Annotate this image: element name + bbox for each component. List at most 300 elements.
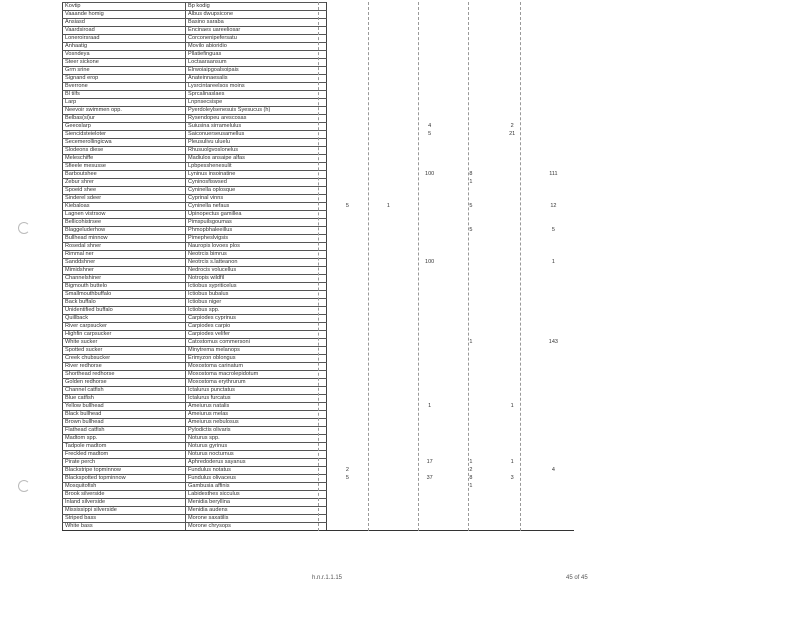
count-cell bbox=[533, 179, 574, 187]
count-cell bbox=[450, 99, 491, 107]
count-cell bbox=[327, 499, 368, 507]
count-cell bbox=[533, 419, 574, 427]
common-name-cell: Spoeid shee bbox=[63, 187, 186, 195]
count-cell bbox=[533, 291, 574, 299]
count-cell: 1 bbox=[551, 259, 555, 265]
count-cell bbox=[492, 355, 533, 363]
common-name-cell: Brook silverside bbox=[63, 491, 186, 499]
count-cell bbox=[327, 427, 368, 435]
count-cell bbox=[327, 11, 368, 19]
count-cell bbox=[450, 355, 491, 363]
common-name-cell: Brown bullhead bbox=[63, 419, 186, 427]
common-name-cell: Inland silverside bbox=[63, 499, 186, 507]
count-cell bbox=[327, 27, 368, 35]
common-name-cell: Vaardsiroad bbox=[63, 27, 186, 35]
count-cell bbox=[409, 347, 450, 355]
count-cell bbox=[368, 59, 409, 67]
count-cell bbox=[492, 339, 533, 347]
count-cell bbox=[450, 107, 491, 115]
count-cell bbox=[409, 83, 450, 91]
common-name-cell: Smallmouthbuffalo bbox=[63, 291, 186, 299]
count-cell bbox=[409, 427, 450, 435]
count-cell bbox=[533, 99, 574, 107]
common-name-cell: Belbas(si)ur bbox=[63, 115, 186, 123]
count-cell bbox=[368, 291, 409, 299]
common-name-cell: River redhorse bbox=[63, 363, 186, 371]
count-cell bbox=[368, 355, 409, 363]
count-cell bbox=[492, 235, 533, 243]
count-cell bbox=[450, 155, 491, 163]
scientific-name-cell: Encinaes uareeliosar bbox=[186, 27, 327, 35]
count-cell bbox=[533, 115, 574, 123]
column-guide-line bbox=[468, 2, 469, 531]
count-cell bbox=[327, 443, 368, 451]
count-cell bbox=[492, 331, 533, 339]
count-cell bbox=[450, 379, 491, 387]
count-cell bbox=[409, 275, 450, 283]
count-cell bbox=[492, 67, 533, 75]
count-cell bbox=[327, 51, 368, 59]
common-name-cell: Vaaande homig bbox=[63, 11, 186, 19]
count-cell bbox=[409, 219, 450, 227]
count-cell: 2 bbox=[469, 467, 473, 473]
count-cell bbox=[492, 387, 533, 395]
count-cell: 1 bbox=[469, 339, 473, 345]
count-cell bbox=[409, 227, 450, 235]
count-cell bbox=[409, 395, 450, 403]
common-name-cell: Sfieele mesusse bbox=[63, 163, 186, 171]
count-cell bbox=[409, 211, 450, 219]
count-cell: 143 bbox=[548, 339, 558, 345]
scientific-name-cell: Ictiobus spp. bbox=[186, 307, 327, 315]
count-cell bbox=[368, 3, 409, 11]
common-name-cell: Neevoir swimmen opp. bbox=[63, 107, 186, 115]
count-cell bbox=[368, 259, 409, 267]
count-cell bbox=[327, 459, 368, 467]
count-cell bbox=[533, 331, 574, 339]
count-cell bbox=[368, 139, 409, 147]
count-cell bbox=[368, 11, 409, 19]
common-name-cell: Blaggeluderhow bbox=[63, 227, 186, 235]
count-cell bbox=[450, 75, 491, 83]
count-cell: 5 bbox=[469, 203, 473, 209]
count-cell bbox=[450, 51, 491, 59]
count-cell bbox=[368, 275, 409, 283]
count-cell bbox=[533, 347, 574, 355]
scientific-name-cell: Bp kodig bbox=[186, 3, 327, 11]
count-cell bbox=[492, 443, 533, 451]
scientific-name-cell: Lysrcintareelsos moins bbox=[186, 83, 327, 91]
count-cell bbox=[327, 243, 368, 251]
count-cell bbox=[368, 195, 409, 203]
common-name-cell: Secemerollingicwa bbox=[63, 139, 186, 147]
common-name-cell: Slodeons diese bbox=[63, 147, 186, 155]
count-cell bbox=[368, 235, 409, 243]
count-cell bbox=[450, 307, 491, 315]
count-cell bbox=[450, 411, 491, 419]
column-guide-line bbox=[520, 2, 521, 531]
scientific-name-cell: Notropis wildfil bbox=[186, 275, 327, 283]
count-cell bbox=[409, 75, 450, 83]
scientific-name-cell: Madiulos ansaipe alfas bbox=[186, 155, 327, 163]
count-cell bbox=[368, 427, 409, 435]
count-cell bbox=[450, 427, 491, 435]
count-cell bbox=[492, 411, 533, 419]
count-cell bbox=[409, 11, 450, 19]
common-name-cell: Mimidshner bbox=[63, 267, 186, 275]
common-name-cell: Creek chubsucker bbox=[63, 355, 186, 363]
scientific-name-cell: Nedrocis volucellus bbox=[186, 267, 327, 275]
count-cell: 111 bbox=[549, 171, 558, 177]
scientific-name-cell: Albus dwupsicone bbox=[186, 11, 327, 19]
scientific-name-cell: Carpiodes velifer bbox=[186, 331, 327, 339]
count-cell: 1 bbox=[510, 459, 514, 465]
common-name-cell: Bigmouth buttelo bbox=[63, 283, 186, 291]
common-name-cell: Kiebaloas bbox=[63, 203, 186, 211]
scientific-name-cell: Ameiurus nebulosus bbox=[186, 419, 327, 427]
count-cell bbox=[368, 499, 409, 507]
count-cell bbox=[368, 75, 409, 83]
count-cell bbox=[492, 483, 533, 491]
count-cell bbox=[368, 43, 409, 51]
count-cell bbox=[409, 267, 450, 275]
count-cell bbox=[450, 243, 491, 251]
count-cell bbox=[492, 155, 533, 163]
count-cell bbox=[327, 139, 368, 147]
count-cell bbox=[492, 35, 533, 43]
common-name-cell: Kovtip bbox=[63, 3, 186, 11]
count-cell bbox=[492, 259, 533, 267]
count-cell: 5 bbox=[551, 227, 555, 233]
count-cell bbox=[450, 35, 491, 43]
count-cell bbox=[450, 123, 491, 131]
count-cell bbox=[327, 523, 368, 531]
count-cell bbox=[533, 27, 574, 35]
count-cell bbox=[533, 323, 574, 331]
count-cell bbox=[492, 371, 533, 379]
count-cell bbox=[492, 275, 533, 283]
scientific-name-cell: Corconenipefersatu bbox=[186, 35, 327, 43]
count-cell bbox=[368, 91, 409, 99]
scientific-name-cell: Ictiobus bubalus bbox=[186, 291, 327, 299]
count-cell bbox=[492, 3, 533, 11]
count-cell bbox=[409, 323, 450, 331]
scientific-name-cell: Pyerdoleylsenesuis Syesucus (h) bbox=[186, 107, 327, 115]
scientific-name-cell: Suiusina sirramelulus bbox=[186, 123, 327, 131]
count-cell bbox=[492, 11, 533, 19]
common-name-cell: Rosedal shner bbox=[63, 243, 186, 251]
count-cell bbox=[450, 235, 491, 243]
common-name-cell: Channel catfish bbox=[63, 387, 186, 395]
count-cell bbox=[492, 91, 533, 99]
count-cell bbox=[450, 251, 491, 259]
count-cell bbox=[533, 443, 574, 451]
scientific-name-cell: Aphredoderus sayanus bbox=[186, 459, 327, 467]
count-cell bbox=[368, 451, 409, 459]
count-cell bbox=[450, 211, 491, 219]
count-cell bbox=[327, 395, 368, 403]
count-cell bbox=[409, 179, 450, 187]
count-cell: 17 bbox=[426, 459, 433, 465]
count-cell bbox=[492, 515, 533, 523]
count-cell bbox=[327, 323, 368, 331]
count-cell bbox=[450, 19, 491, 27]
count-cell bbox=[368, 347, 409, 355]
count-cell bbox=[368, 331, 409, 339]
count-cell bbox=[368, 123, 409, 131]
common-name-cell: Siencidsteieloter bbox=[63, 131, 186, 139]
count-cell bbox=[533, 363, 574, 371]
scientific-name-cell: Nauropis lovoes plos bbox=[186, 243, 327, 251]
scientific-name-cell: Anateinnaesalis bbox=[186, 75, 327, 83]
common-name-cell: Mosquitofish bbox=[63, 483, 186, 491]
count-cell bbox=[450, 147, 491, 155]
common-name-cell: Rimmal ner bbox=[63, 251, 186, 259]
count-cell bbox=[450, 323, 491, 331]
count-cell bbox=[327, 91, 368, 99]
count-cell bbox=[368, 51, 409, 59]
count-cell: 5 bbox=[345, 203, 349, 209]
count-cell bbox=[533, 267, 574, 275]
count-cell bbox=[492, 219, 533, 227]
common-name-cell: Blue catfish bbox=[63, 395, 186, 403]
count-cell bbox=[368, 115, 409, 123]
count-cell bbox=[533, 107, 574, 115]
count-cell bbox=[409, 371, 450, 379]
count-cell bbox=[533, 395, 574, 403]
count-cell bbox=[327, 299, 368, 307]
count-cell bbox=[450, 27, 491, 35]
common-name-cell: Mississippi silverside bbox=[63, 507, 186, 515]
count-cell bbox=[533, 163, 574, 171]
count-cell bbox=[368, 459, 409, 467]
common-name-cell: Flathead catfish bbox=[63, 427, 186, 435]
count-cell bbox=[409, 19, 450, 27]
count-cell bbox=[409, 435, 450, 443]
scientific-name-cell: Moxostoma erythrurum bbox=[186, 379, 327, 387]
count-cell bbox=[492, 211, 533, 219]
count-cell bbox=[450, 275, 491, 283]
count-cell bbox=[327, 419, 368, 427]
count-cell bbox=[368, 435, 409, 443]
count-cell: 100 bbox=[425, 171, 435, 177]
count-cell bbox=[450, 523, 491, 531]
common-name-cell: Golden redhorse bbox=[63, 379, 186, 387]
scientific-name-cell: Ameiurus natalis bbox=[186, 403, 327, 411]
count-cell bbox=[533, 147, 574, 155]
scientific-name-cell: Saiconuerseusamellus bbox=[186, 131, 327, 139]
count-cell bbox=[327, 283, 368, 291]
common-name-cell: Bl tilfs bbox=[63, 91, 186, 99]
common-name-cell: Steer sickone bbox=[63, 59, 186, 67]
count-cell bbox=[327, 331, 368, 339]
count-cell: 1 bbox=[469, 483, 473, 489]
scientific-name-cell: Cyninella nefaus bbox=[186, 203, 327, 211]
common-name-cell: Blackstripe topminnow bbox=[63, 467, 186, 475]
count-cell bbox=[492, 187, 533, 195]
count-cell bbox=[327, 123, 368, 131]
count-cell bbox=[327, 43, 368, 51]
common-name-cell: White sucker bbox=[63, 339, 186, 347]
count-cell bbox=[409, 27, 450, 35]
count-cell bbox=[450, 395, 491, 403]
column-guide-line bbox=[318, 2, 319, 531]
common-name-cell: Freckled madtom bbox=[63, 451, 186, 459]
scientific-name-cell: Upinopectus gamillea bbox=[186, 211, 327, 219]
count-cell bbox=[492, 251, 533, 259]
count-cell bbox=[533, 219, 574, 227]
count-cell bbox=[409, 299, 450, 307]
scientific-name-cell: Ictalurus furcatus bbox=[186, 395, 327, 403]
count-cell bbox=[327, 387, 368, 395]
count-cell bbox=[450, 139, 491, 147]
count-cell bbox=[327, 83, 368, 91]
count-cell bbox=[409, 163, 450, 171]
count-cell bbox=[533, 435, 574, 443]
common-name-cell: Back buffalo bbox=[63, 299, 186, 307]
count-cell: 37 bbox=[426, 475, 433, 481]
common-name-cell: Spotted sucker bbox=[63, 347, 186, 355]
punch-hole-mark bbox=[18, 222, 30, 234]
count-cell bbox=[533, 379, 574, 387]
common-name-cell: Shorthead redhorse bbox=[63, 371, 186, 379]
count-cell bbox=[533, 35, 574, 43]
common-name-cell: Highfin carpsucker bbox=[63, 331, 186, 339]
scientific-name-cell: Ictalurus punctatus bbox=[186, 387, 327, 395]
count-cell bbox=[327, 75, 368, 83]
count-cell bbox=[327, 515, 368, 523]
count-cell bbox=[533, 507, 574, 515]
common-name-cell: Signand erop bbox=[63, 75, 186, 83]
count-cell bbox=[533, 243, 574, 251]
count-cell bbox=[450, 163, 491, 171]
count-cell bbox=[533, 251, 574, 259]
count-cell bbox=[533, 131, 574, 139]
count-cell bbox=[409, 107, 450, 115]
common-name-cell: Quillback bbox=[63, 315, 186, 323]
count-cell bbox=[533, 123, 574, 131]
count-cell bbox=[409, 187, 450, 195]
scientific-name-cell: Carpiodes carpio bbox=[186, 323, 327, 331]
scientific-name-cell: Pimspuilsgoumas bbox=[186, 219, 327, 227]
count-cell bbox=[327, 179, 368, 187]
count-cell bbox=[368, 163, 409, 171]
count-cell bbox=[492, 307, 533, 315]
count-cell bbox=[409, 147, 450, 155]
count-cell bbox=[492, 379, 533, 387]
count-cell bbox=[409, 331, 450, 339]
count-cell bbox=[368, 27, 409, 35]
count-cell bbox=[409, 291, 450, 299]
count-cell: 2 bbox=[345, 467, 349, 473]
count-cell bbox=[368, 515, 409, 523]
count-cell bbox=[450, 403, 491, 411]
count-cell bbox=[533, 475, 574, 483]
count-cell bbox=[327, 99, 368, 107]
count-cell bbox=[327, 267, 368, 275]
count-cell bbox=[327, 107, 368, 115]
count-cell bbox=[492, 171, 533, 179]
count-cell bbox=[492, 19, 533, 27]
count-cell bbox=[492, 163, 533, 171]
count-cell bbox=[492, 59, 533, 67]
count-cell bbox=[450, 499, 491, 507]
count-cell bbox=[450, 347, 491, 355]
count-cell bbox=[368, 107, 409, 115]
count-cell bbox=[368, 475, 409, 483]
scientific-name-cell: Lnpnsecsispe bbox=[186, 99, 327, 107]
common-name-cell: Geeoslarp bbox=[63, 123, 186, 131]
count-cell bbox=[409, 195, 450, 203]
common-name-cell: Grm srine bbox=[63, 67, 186, 75]
common-name-cell: Bverrone bbox=[63, 83, 186, 91]
count-cell bbox=[368, 155, 409, 163]
scientific-name-cell: Phmopbhaleeillus bbox=[186, 227, 327, 235]
count-cell bbox=[409, 155, 450, 163]
count-cell bbox=[368, 419, 409, 427]
count-cell bbox=[450, 387, 491, 395]
scientific-name-cell: Gambusia affinis bbox=[186, 483, 327, 491]
count-cell bbox=[368, 315, 409, 323]
count-cell bbox=[327, 339, 368, 347]
count-cell bbox=[450, 435, 491, 443]
count-cell bbox=[368, 147, 409, 155]
count-cell bbox=[327, 235, 368, 243]
scientific-name-cell: Labidesthes sicculus bbox=[186, 491, 327, 499]
count-cell bbox=[409, 467, 450, 475]
scientific-name-cell: Lyninus insoinatine bbox=[186, 171, 327, 179]
count-cell bbox=[492, 323, 533, 331]
scientific-name-cell: Erimyzon oblongus bbox=[186, 355, 327, 363]
count-cell bbox=[409, 3, 450, 11]
count-cell bbox=[533, 299, 574, 307]
count-cell bbox=[533, 315, 574, 323]
count-cell bbox=[327, 275, 368, 283]
count-cell bbox=[368, 171, 409, 179]
count-cell bbox=[450, 371, 491, 379]
count-cell bbox=[533, 139, 574, 147]
count-cell bbox=[492, 491, 533, 499]
scientific-name-cell: Catostomus commersoni bbox=[186, 339, 327, 347]
count-cell bbox=[533, 515, 574, 523]
scientific-name-cell: Moxostoma macrolepidotum bbox=[186, 371, 327, 379]
count-cell: 1 bbox=[469, 459, 473, 465]
count-cell bbox=[450, 331, 491, 339]
count-cell bbox=[409, 315, 450, 323]
count-cell bbox=[327, 19, 368, 27]
count-cell bbox=[327, 155, 368, 163]
count-cell bbox=[533, 451, 574, 459]
count-cell bbox=[368, 251, 409, 259]
count-cell bbox=[533, 235, 574, 243]
count-cell bbox=[492, 139, 533, 147]
count-cell bbox=[533, 427, 574, 435]
count-cell bbox=[492, 179, 533, 187]
count-cell bbox=[368, 267, 409, 275]
count-cell bbox=[409, 35, 450, 43]
common-name-cell: Anhaatig bbox=[63, 43, 186, 51]
count-cell bbox=[327, 483, 368, 491]
count-cell bbox=[533, 155, 574, 163]
common-name-cell: Channelshiner bbox=[63, 275, 186, 283]
common-name-cell: Blackspotted topminnow bbox=[63, 475, 186, 483]
count-cell bbox=[368, 211, 409, 219]
count-cell bbox=[409, 243, 450, 251]
count-cell bbox=[409, 355, 450, 363]
common-name-cell: Lagnen vistrsow bbox=[63, 211, 186, 219]
common-name-cell: Loneroirsraad bbox=[63, 35, 186, 43]
count-cell bbox=[327, 259, 368, 267]
